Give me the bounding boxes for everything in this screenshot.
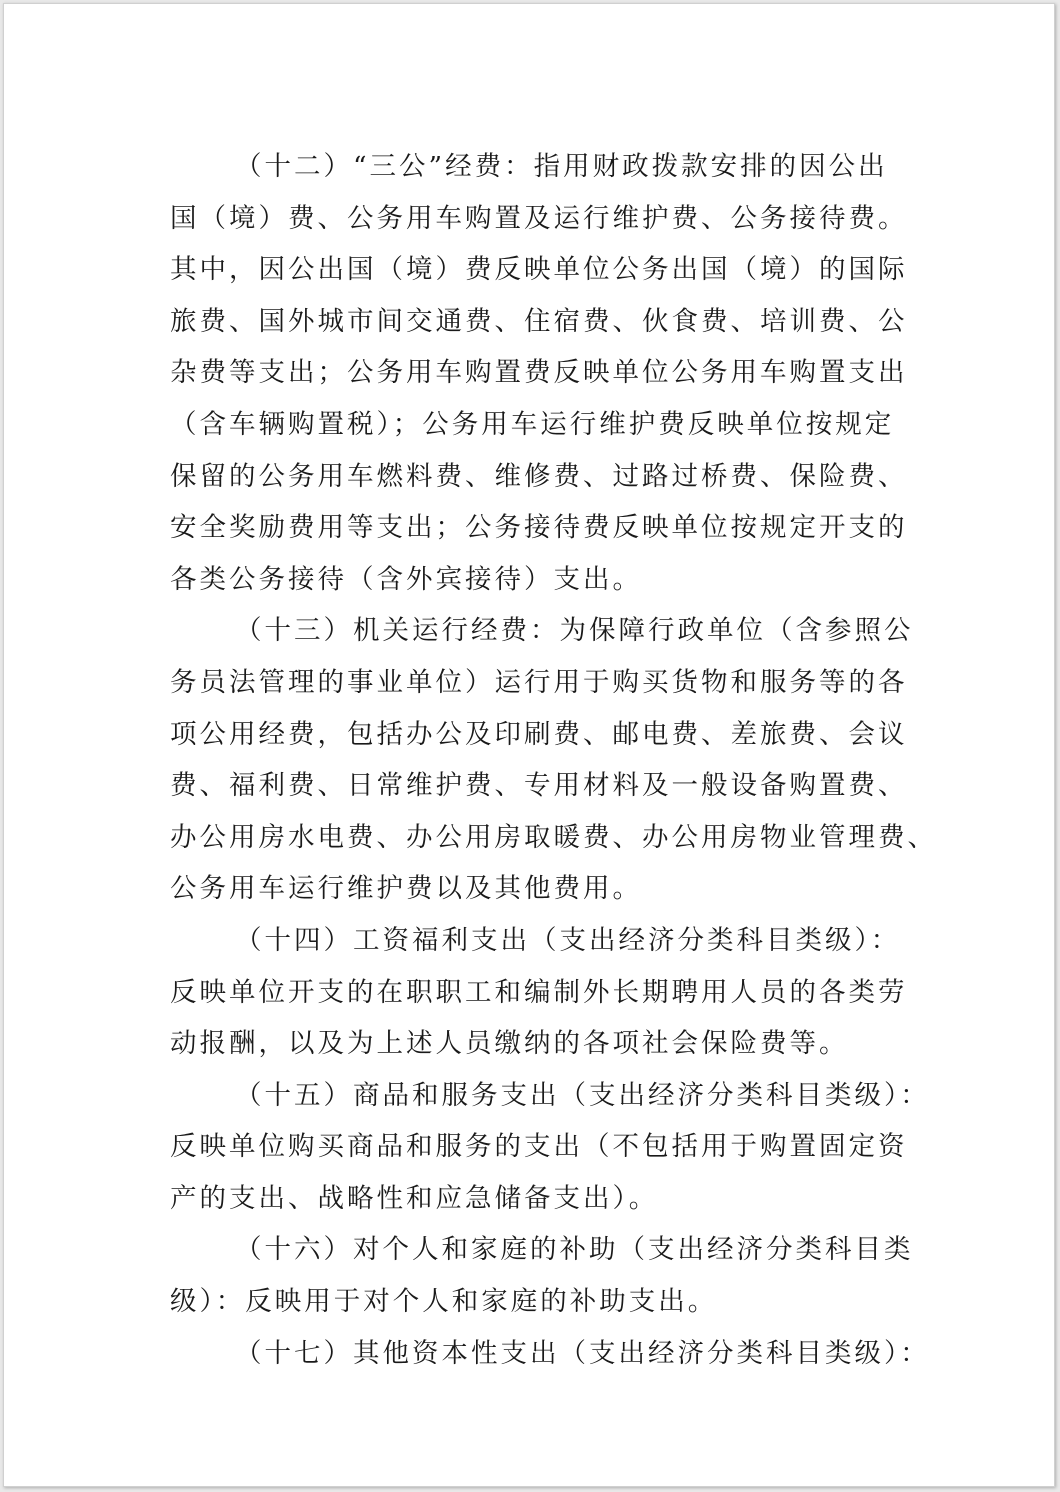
paragraph-12-line-3: 其中，因公出国（境）费反映单位公务出国（境）的国际 xyxy=(170,254,908,286)
paragraph-15-line-3: 产的支出、战略性和应急储备支出）。 xyxy=(170,1182,659,1214)
paragraph-16-line-2: 级）：反映用于对个人和家庭的补助支出。 xyxy=(170,1286,718,1318)
paragraph-12-line-5: 杂费等支出；公务用车购置费反映单位公务用车购置支出 xyxy=(170,357,908,389)
paragraph-13-line-5: 办公用房水电费、办公用房取暖费、办公用房物业管理费、 xyxy=(170,821,937,853)
paragraph-12-line-6: （含车辆购置税）；公务用车运行维护费反映单位按规定 xyxy=(170,408,895,440)
paragraph-13-line-3: 项公用经费，包括办公及印刷费、邮电费、差旅费、会议 xyxy=(170,718,908,750)
paragraph-13-line-2: 务员法管理的事业单位）运行用于购买货物和服务等的各 xyxy=(170,666,908,698)
paragraph-12-line-9: 各类公务接待（含外宾接待）支出。 xyxy=(170,563,642,595)
paragraph-17-line-1: （十七）其他资本性支出（支出经济分类科目类级）： xyxy=(235,1337,930,1369)
paragraph-14-line-3: 动报酬，以及为上述人员缴纳的各项社会保险费等。 xyxy=(170,1028,849,1060)
paragraph-12-line-1: （十二）“三公”经费：指用财政拨款安排的因公出 xyxy=(235,151,888,182)
paragraph-12-line-8: 安全奖励费用等支出；公务接待费反映单位按规定开支的 xyxy=(170,512,908,544)
paragraph-13-line-6: 公务用车运行维护费以及其他费用。 xyxy=(170,873,642,905)
paragraph-16-line-1: （十六）对个人和家庭的补助（支出经济分类科目类 xyxy=(235,1234,914,1266)
paragraph-15-line-1: （十五）商品和服务支出（支出经济分类科目类级）： xyxy=(235,1079,930,1111)
paragraph-13-line-4: 费、福利费、日常维护费、专用材料及一般设备购置费、 xyxy=(170,770,908,802)
paragraph-13-line-1: （十三）机关运行经费：为保障行政单位（含参照公 xyxy=(235,615,914,647)
paragraph-14-line-2: 反映单位开支的在职职工和编制外长期聘用人员的各类劳 xyxy=(170,976,908,1008)
paragraph-14-line-1: （十四）工资福利支出（支出经济分类科目类级）： xyxy=(235,924,901,956)
paragraph-12-line-7: 保留的公务用车燃料费、维修费、过路过桥费、保险费、 xyxy=(170,460,908,492)
paragraph-15-line-2: 反映单位购买商品和服务的支出（不包括用于购置固定资 xyxy=(170,1131,908,1163)
document-body xyxy=(170,141,937,1379)
document-page xyxy=(3,3,1055,1487)
paragraph-12-line-4: 旅费、国外城市间交通费、住宿费、伙食费、培训费、公 xyxy=(170,305,908,337)
paragraph-12-line-2: 国（境）费、公务用车购置及运行维护费、公务接待费。 xyxy=(170,202,908,234)
